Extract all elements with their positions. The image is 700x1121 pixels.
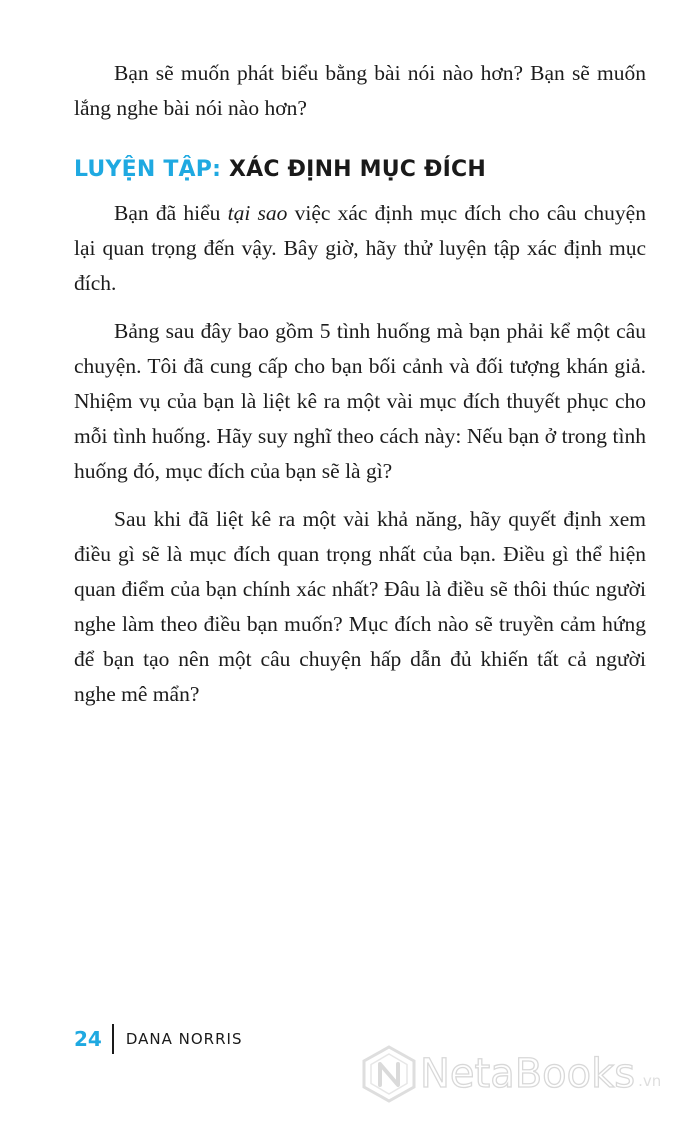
heading-title: XÁC ĐỊNH MỤC ĐÍCH (228, 157, 486, 182)
section-heading (74, 154, 646, 186)
netabooks-logo-icon (360, 1044, 418, 1104)
page-number: 24 (74, 1027, 102, 1051)
paragraph-1-before: Bạn đã hiểu (114, 201, 228, 225)
heading-accent: LUYỆN TẬP: (74, 157, 222, 182)
watermark (360, 1044, 661, 1104)
author-name: DANA NORRIS (125, 1030, 243, 1048)
paragraph-1-italic: tại sao (227, 201, 288, 225)
paragraph-3: Sau khi đã liệt kê ra một vài khả năng, hãy quyết định xem điều gì sẽ là mục đích quan trọng nhất của bạn. Điều gì thể hiện quan điểm của bạn chính xác nhất? Đâu là điều sẽ thôi thúc người nghe làm theo điều bạn muốn? Mục đích nào sẽ truyền cảm hứng để bạn tạo nên một câu chuyện hấp dẫn đủ khiến tất cả người nghe mê mẩn? (74, 507, 646, 706)
page-content (74, 56, 646, 725)
watermark-text: NetaBooks (420, 1051, 636, 1097)
paragraph-1-after: việc xác định mục đích cho câu chuyện lại quan trọng đến vậy. Bây giờ, hãy thử luyện tập xác định mục đích. (74, 201, 646, 295)
paragraph-1 (74, 196, 646, 301)
watermark-suffix: .vn (638, 1072, 662, 1090)
page-footer (74, 1022, 242, 1056)
paragraph-intro: Bạn sẽ muốn phát biểu bằng bài nói nào hơn? Bạn sẽ muốn lắng nghe bài nói nào hơn? (74, 61, 646, 120)
footer-divider (112, 1024, 114, 1054)
paragraph-2: Bảng sau đây bao gồm 5 tình huống mà bạn phải kể một câu chuyện. Tôi đã cung cấp cho bạn bối cảnh và đối tượng khán giả. Nhiệm vụ của bạn là liệt kê ra một vài mục đích thuyết phục cho mỗi tình huống. Hãy suy nghĩ theo cách này: Nếu bạn ở trong tình huống đó, mục đích của bạn sẽ là gì? (74, 319, 646, 483)
